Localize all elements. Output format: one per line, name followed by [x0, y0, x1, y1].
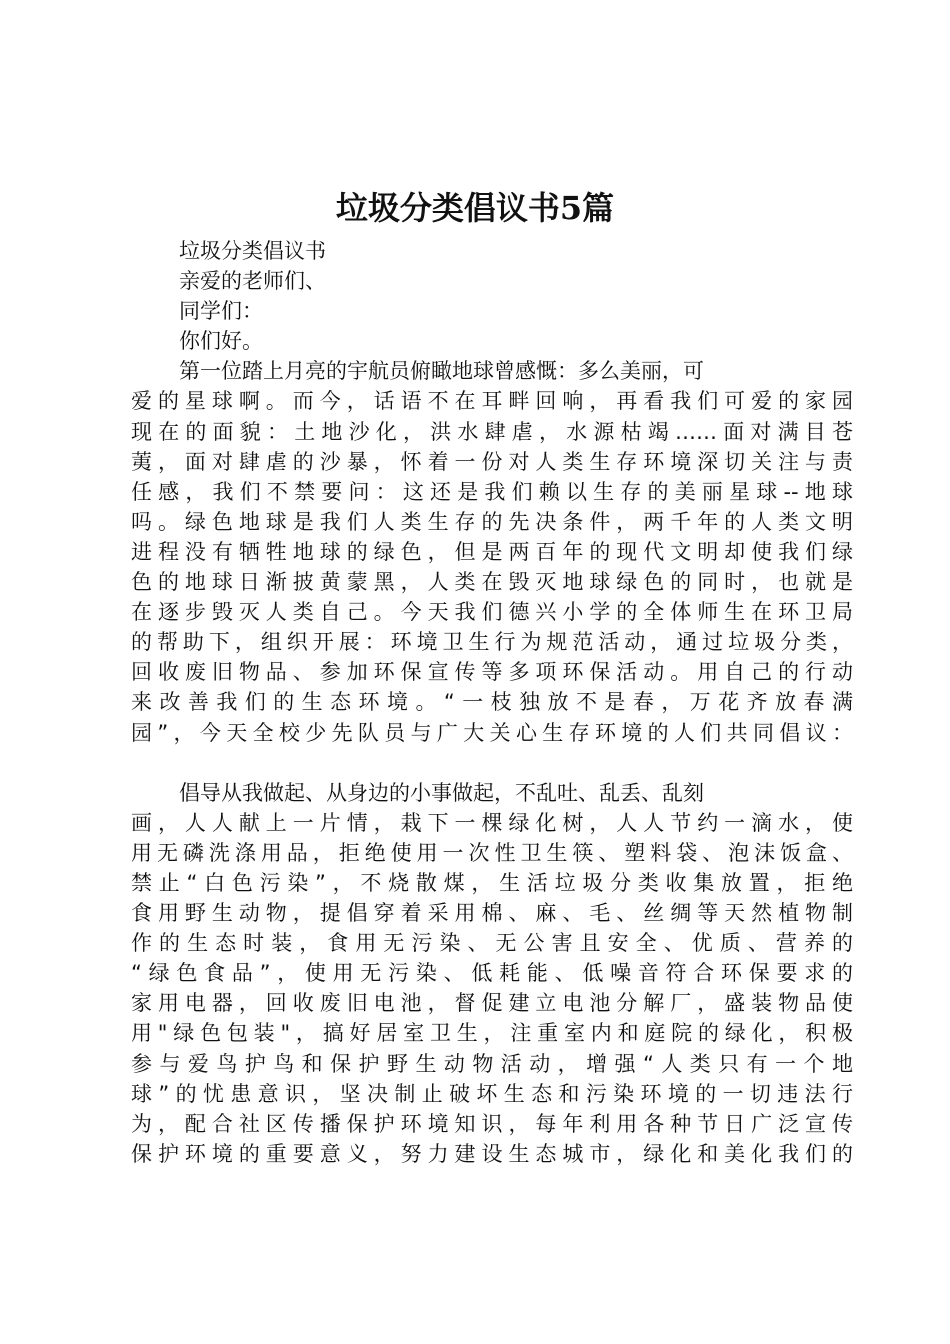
paragraph-line: 的帮助下，组织开展：环境卫生行为规范活动，通过垃圾分类，: [131, 630, 853, 655]
paragraph-line: 第一位踏上月亮的宇航员俯瞰地球曾感慨：多么美丽，可: [179, 359, 704, 384]
paragraph-line: 现在的面貌：土地沙化，洪水肆虐，水源枯竭……面对满目苍: [131, 419, 853, 444]
paragraph-intro: [131, 356, 853, 747]
heading-line-greeting-students: 同学们：: [179, 299, 263, 324]
paragraph-line: 回收废旧物品、参加环保宣传等多项环保活动。用自己的行动: [131, 660, 853, 685]
paragraph-line: 倡导从我做起、从身边的小事做起，不乱吐、乱丢、乱刻: [179, 780, 704, 805]
paragraph-line: 作的生态时装，食用无污染、无公害且安全、优质、营养的: [131, 931, 853, 956]
paragraph-line: 吗。绿色地球是我们人类生存的先决条件，两千年的人类文明: [131, 509, 853, 534]
paragraph-line: 食用野生动物，提倡穿着采用棉、麻、毛、丝绸等天然植物制: [131, 901, 853, 926]
paragraph-line: 园”，今天全校少先队员与广大关心生存环境的人们共同倡议：: [131, 720, 853, 745]
heading-line-hello: 你们好。: [179, 329, 263, 354]
paragraph-line: “绿色食品”，使用无污染、低耗能、低噪音符合环保要求的: [131, 961, 853, 986]
paragraph-line: 荑，面对肆虐的沙暴，怀着一份对人类生存环境深切关注与责: [131, 449, 853, 474]
paragraph-line: 球”的忧患意识，坚决制止破坏生态和污染环境的一切违法行: [131, 1081, 853, 1106]
paragraph-line: 在逐步毁灭人类自己。今天我们德兴小学的全体师生在环卫局: [131, 600, 853, 625]
paragraph-line: 保护环境的重要意义，努力建设生态城市，绿化和美化我们的: [131, 1141, 853, 1166]
paragraph-line: 用"绿色包装"，搞好居室卫生，注重室内和庭院的绿化，积极: [131, 1021, 853, 1046]
paragraph-line: 用无磷洗涤用品，拒绝使用一次性卫生筷、塑料袋、泡沫饭盒、: [131, 840, 853, 865]
document-body: [131, 236, 853, 1169]
paragraph-line: 任感，我们不禁要问：这还是我们赖以生存的美丽星球--地球: [131, 479, 853, 504]
paragraph-spacer: [131, 748, 853, 778]
heading-line-title: 垃圾分类倡议书: [179, 239, 326, 263]
paragraph-line: 色的地球日渐披黄蒙黑，人类在毁灭地球绿色的同时，也就是: [131, 570, 853, 595]
paragraph-line: 参与爱鸟护鸟和保护野生动物活动，增强“人类只有一个地: [131, 1051, 853, 1076]
heading-line-greeting-teachers: 亲爱的老师们、: [179, 269, 326, 294]
document-title: 垃圾分类倡议书5篇: [335, 189, 615, 227]
paragraph-proposal: [131, 778, 853, 1169]
paragraph-line: 为，配合社区传播保护环境知识，每年利用各种节日广泛宣传: [131, 1111, 853, 1136]
paragraph-line: 家用电器，回收废旧电池，督促建立电池分解厂，盛装物品使: [131, 991, 853, 1016]
paragraph-line: 禁止“白色污染”，不烧散煤，生活垃圾分类收集放置，拒绝: [131, 870, 853, 895]
paragraph-line: 来改善我们的生态环境。“一枝独放不是春，万花齐放春满: [131, 690, 853, 715]
paragraph-line: 进程没有牺牲地球的绿色，但是两百年的现代文明却使我们绿: [131, 539, 853, 564]
paragraph-line: 爱的星球啊。而今，话语不在耳畔回响，再看我们可爱的家园: [131, 389, 853, 414]
paragraph-line: 画，人人献上一片情，栽下一棵绿化树，人人节约一滴水，使: [131, 810, 853, 835]
